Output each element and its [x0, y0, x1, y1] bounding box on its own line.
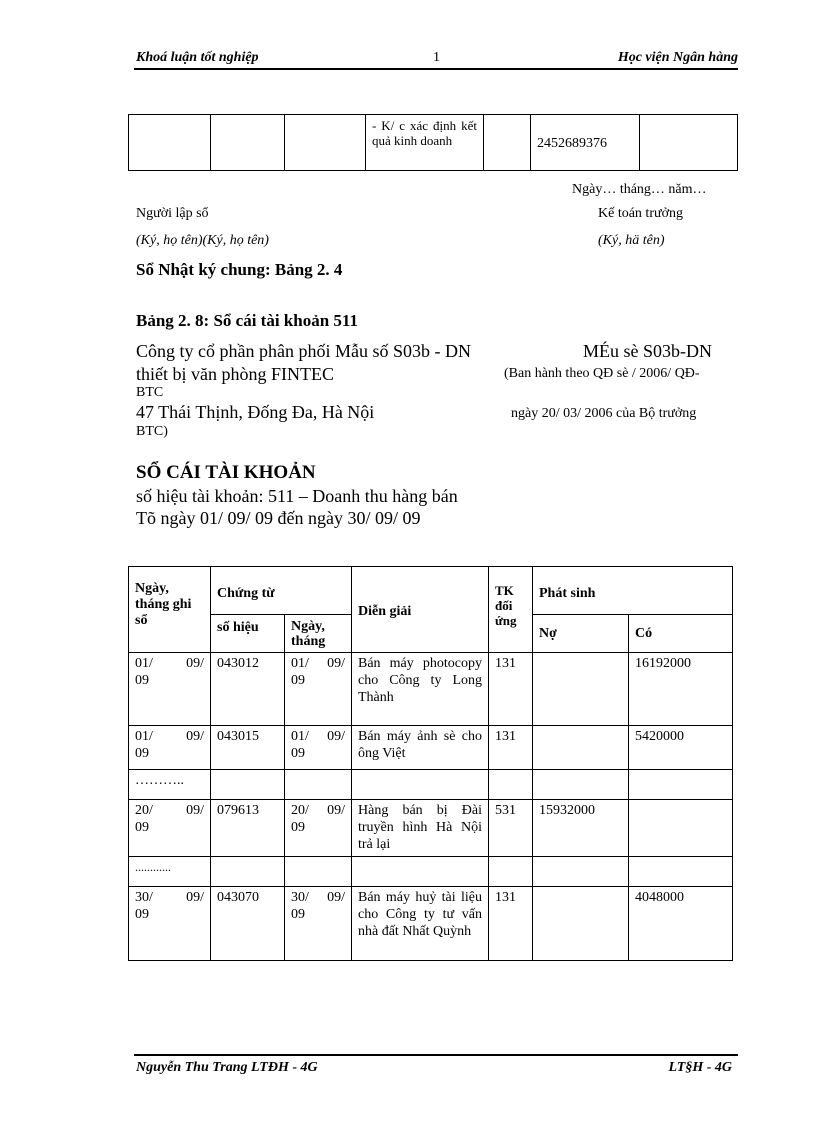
col-credit: Có — [635, 626, 653, 641]
col-debit: Nợ — [539, 626, 557, 641]
row-date-year: 09 — [135, 820, 149, 835]
col-date: Ngày, tháng ghi sổ — [135, 581, 192, 628]
row-voucher-no: 079613 — [217, 803, 259, 818]
col-desc: Diễn giải — [358, 604, 412, 619]
ledger-table — [128, 566, 733, 961]
col-voucher-no: số hiệu — [217, 620, 259, 635]
row-filler: ............ — [135, 860, 171, 874]
header-rule — [134, 68, 738, 70]
row-vdate-year: 09 — [291, 820, 305, 835]
row-tk: 131 — [495, 656, 516, 671]
ledger-period: Tõ ngày 01/ 09/ 09 đến ngày 30/ 09/ 09 — [136, 508, 421, 528]
journal-ref: Sổ Nhật ký chung: Bảng 2. 4 — [136, 260, 343, 279]
form-issued: (Ban hành theo QĐ sè / 2006/ QĐ- — [504, 366, 700, 381]
col-voucher: Chứng từ — [217, 586, 275, 601]
form-code: MÉu sè S03b-DN — [583, 341, 712, 361]
row-credit: 16192000 — [635, 656, 691, 671]
table-title: Bảng 2. 8: Sổ cái tài khoản 511 — [136, 311, 358, 330]
row-vdate-month: 09/ — [327, 656, 345, 671]
ledger-title: SỔ CÁI TÀI KHOẢN — [136, 462, 316, 483]
row-debit: 15932000 — [539, 803, 595, 818]
row-date-year: 09 — [135, 746, 149, 761]
table-row — [129, 887, 733, 961]
table-row — [129, 726, 733, 770]
row-tk: 131 — [495, 729, 516, 744]
footer-right: LT§H - 4G — [668, 1060, 732, 1075]
date-line: Ngày… tháng… năm… — [572, 182, 707, 197]
row-date-month: 09/ — [186, 890, 204, 905]
row-voucher-no: 043015 — [217, 729, 259, 744]
row-vdate-day: 01/ — [291, 729, 309, 744]
table-row — [129, 770, 733, 800]
row-vdate-year: 09 — [291, 907, 305, 922]
row-debit — [533, 653, 628, 655]
preparer-label: Người lập sổ — [136, 206, 209, 221]
row-tk: 531 — [495, 803, 516, 818]
row-vdate-year: 09 — [291, 673, 305, 688]
row-date-day: 30/ — [135, 890, 153, 905]
company-line5: BTC) — [136, 424, 168, 439]
row-voucher-no: 043070 — [217, 890, 259, 905]
row-credit: 4048000 — [635, 890, 684, 905]
row-credit: 5420000 — [635, 729, 684, 744]
row-credit — [629, 800, 732, 802]
row-debit — [533, 726, 628, 728]
row-vdate-day: 30/ — [291, 890, 309, 905]
row-date-day: 01/ — [135, 656, 153, 671]
form-issued-date: ngày 20/ 03/ 2006 của Bộ trưởng — [511, 406, 697, 421]
row-date-year: 09 — [135, 907, 149, 922]
row-date-month: 09/ — [186, 803, 204, 818]
col-tk: TK đối ứng — [495, 583, 517, 628]
table-row — [129, 800, 733, 857]
col-voucher-date: Ngày, tháng — [291, 619, 326, 649]
footer-left: Nguyễn Thu Trang LTĐH - 4G — [136, 1060, 318, 1075]
footer-rule — [134, 1054, 738, 1056]
header-right: Học viện Ngân hàng — [617, 50, 738, 65]
row-vdate-month: 09/ — [327, 803, 345, 818]
company-address: 47 Thái Thịnh, Đống Đa, Hà Nội — [136, 402, 375, 422]
row-vdate-day: 20/ — [291, 803, 309, 818]
row-date-month: 09/ — [186, 656, 204, 671]
row-debit — [533, 887, 628, 889]
row-desc: Bán máy ảnh sè cho ông Việt — [358, 729, 482, 761]
row-voucher-no: 043012 — [217, 656, 259, 671]
preparer-sign: (Ký, họ tên)(Ký, họ tên) — [136, 233, 269, 248]
row-date-year: 09 — [135, 673, 149, 688]
row-date-month: 09/ — [186, 729, 204, 744]
row-date-day: 01/ — [135, 729, 153, 744]
col-arising: Phát sinh — [539, 586, 596, 601]
row-vdate-day: 01/ — [291, 656, 309, 671]
row-vdate-year: 09 — [291, 746, 305, 761]
company-line1: Công ty cổ phần phân phối Mẫu số S03b - DN — [136, 341, 471, 361]
row-vdate-month: 09/ — [327, 890, 345, 905]
company-line2: thiết bị văn phòng FINTEC — [136, 364, 334, 384]
row-date-day: 20/ — [135, 803, 153, 818]
company-line3: BTC — [136, 385, 164, 400]
table-row — [129, 653, 733, 726]
chief-sign: (Ký, hä tên) — [598, 233, 665, 248]
table-row — [129, 857, 733, 887]
row-desc: Bán máy photocopy cho Công ty Long Thành — [358, 656, 482, 705]
page-number: 1 — [433, 50, 440, 65]
top-table-desc: - K/ c xác định kết quả kinh doanh — [372, 118, 477, 148]
row-vdate-month: 09/ — [327, 729, 345, 744]
ledger-account: số hiệu tài khoản: 511 – Doanh thu hàng bán — [136, 486, 458, 506]
header-left: Khoá luận tốt nghiệp — [136, 50, 259, 65]
chief-label: Kế toán trưởng — [598, 206, 683, 221]
row-desc: Bán máy huỷ tài liệu cho Công ty tư vấn nhà đất Nhất Quỳnh — [358, 890, 482, 939]
top-table-amount: 2452689376 — [537, 136, 607, 151]
row-filler: ……….. — [135, 773, 184, 788]
row-tk: 131 — [495, 890, 516, 905]
row-desc: Hàng bán bị Đài truyền hình Hà Nội trả lại — [358, 803, 482, 852]
top-table — [128, 114, 738, 171]
